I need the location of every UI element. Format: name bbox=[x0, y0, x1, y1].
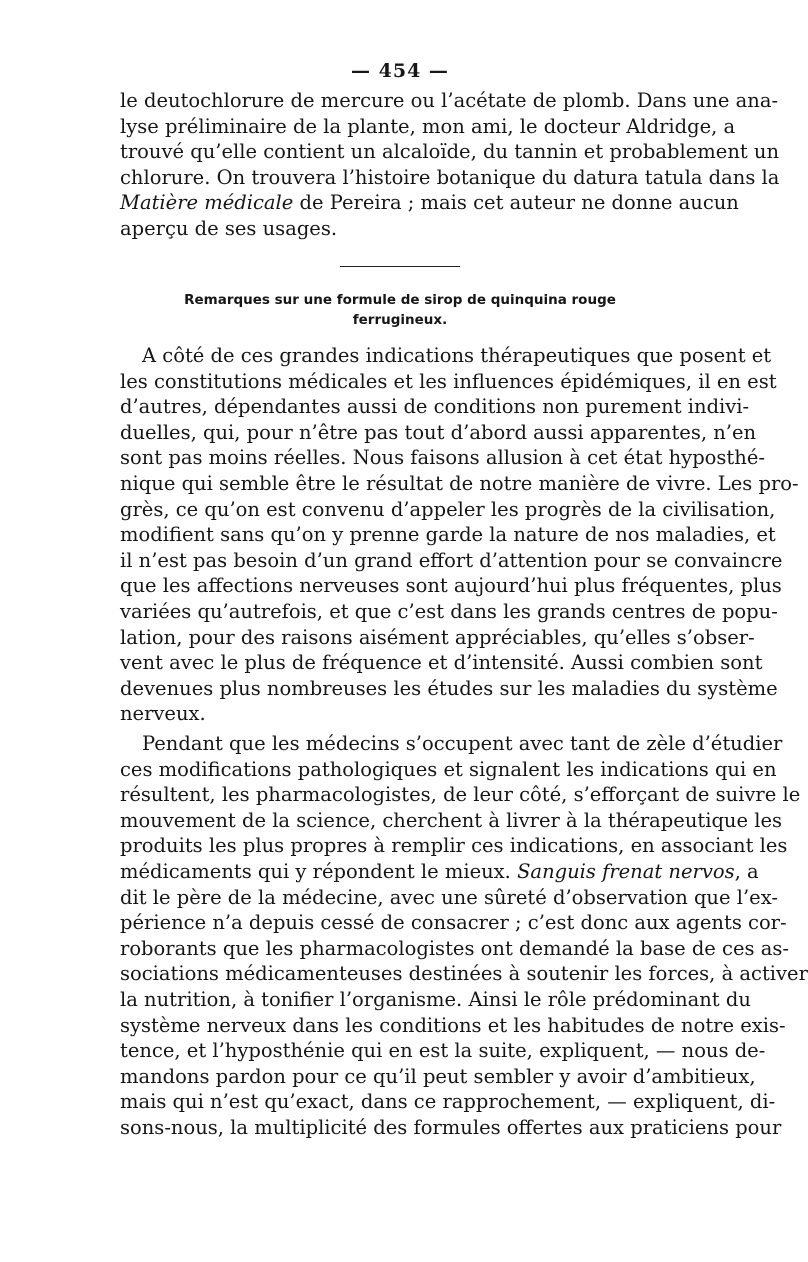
text-line: sons-nous, la multiplicité des formules offertes aux praticiens pour bbox=[120, 1115, 782, 1139]
text-line: produits les plus propres à remplir ces indications, en associant les bbox=[120, 834, 788, 858]
text-line: système nerveux dans les conditions et les habitudes de notre exis- bbox=[120, 1013, 786, 1037]
paragraph-1 bbox=[120, 343, 799, 727]
text-line: mandons pardon pour ce qu’il peut sembler y avoir d’ambitieux, bbox=[120, 1064, 756, 1088]
text-line: d’autres, dépendantes aussi de conditions non purement indivi- bbox=[120, 395, 750, 419]
continuation-paragraph bbox=[120, 88, 780, 242]
text-line: périence n’a depuis cessé de consacrer ; c’est donc aux agents cor- bbox=[120, 911, 787, 935]
text-line: roborants que les pharmacologistes ont demandé la base de ces as- bbox=[120, 936, 789, 960]
italic-text: Matière médicale bbox=[120, 191, 294, 215]
text-line: tence, et l’hyposthénie qui en est la suite, expliquent, — nous de- bbox=[120, 1039, 766, 1063]
text-line: résultent, les pharmacologistes, de leur côté, s’efforçant de suivre le bbox=[120, 783, 801, 807]
section-heading-line-1: Remarques sur une formule de sirop de quinquina rouge bbox=[184, 292, 616, 308]
text-line: Pendant que les médecins s’occupent avec tant de zèle d’étudier bbox=[142, 732, 783, 755]
text-line: vent avec le plus de fréquence et d’intensité. Aussi combien sont bbox=[120, 651, 763, 675]
text-line bbox=[120, 859, 759, 885]
text-line: grès, ce qu’on est convenu d’appeler les progrès de la civilisation, bbox=[120, 497, 776, 521]
line-text: , a bbox=[734, 859, 759, 883]
text-line: la nutrition, à tonifier l’organisme. Ainsi le rôle prédominant du bbox=[120, 987, 751, 1011]
text-line: modifient sans qu’on y prenne garde la nature de nos maladies, et bbox=[120, 523, 776, 547]
text-line: lyse préliminaire de la plante, mon ami, le docteur Aldridge, a bbox=[120, 114, 736, 138]
text-line: mouvement de la science, cherchent à livrer à la thérapeutique les bbox=[120, 808, 783, 832]
italic-text: Sanguis frenat nervos bbox=[517, 859, 735, 883]
text-line: ces modifications pathologiques et signalent les indications qui en bbox=[120, 757, 777, 781]
text-line: nique qui semble être le résultat de notre manière de vivre. Les pro- bbox=[120, 471, 799, 495]
text-line: les constitutions médicales et les influences épidémiques, il en est bbox=[120, 369, 777, 393]
line-text: de Pereira ; mais cet auteur ne donne aucun bbox=[293, 191, 739, 215]
section-heading bbox=[130, 290, 670, 330]
text-line: lation, pour des raisons aisément appréciables, qu’elles s’obser- bbox=[120, 625, 755, 649]
text-line: aperçu de ses usages. bbox=[120, 216, 338, 240]
text-line: sont pas moins réelles. Nous faisons allusion à cet état hyposthé- bbox=[120, 446, 765, 470]
text-line: chlorure. On trouvera l’histoire botanique du datura tatula dans la bbox=[120, 165, 780, 189]
text-line: trouvé qu’elle contient un alcaloïde, du tannin et probablement un bbox=[120, 140, 780, 164]
text-line: il n’est pas besoin d’un grand effort d’attention pour se convaincre bbox=[120, 548, 783, 572]
line-text: médicaments qui y répondent le mieux. bbox=[120, 859, 518, 883]
text-line: dit le père de la médecine, avec une sûreté d’observation que l’ex- bbox=[120, 885, 778, 909]
section-divider bbox=[340, 266, 460, 267]
text-line: mais qui n’est qu’exact, dans ce rapprochement, — expliquent, di- bbox=[120, 1090, 776, 1114]
text-line: devenues plus nombreuses les études sur les maladies du système bbox=[120, 676, 778, 700]
section-heading-line-2: ferrugineux. bbox=[352, 312, 448, 328]
page-number: — 454 — bbox=[351, 60, 449, 82]
text-line bbox=[120, 190, 739, 216]
paragraph-2 bbox=[120, 731, 808, 1141]
text-line: que les affections nerveuses sont aujourd’hui plus fréquentes, plus bbox=[120, 574, 782, 598]
text-line: variées qu’autrefois, et que c’est dans les grands centres de popu- bbox=[120, 599, 778, 623]
text-line: A côté de ces grandes indications thérapeutiques que posent et bbox=[142, 344, 772, 367]
text-line: sociations médicamenteuses destinées à soutenir les forces, à activer bbox=[120, 962, 808, 986]
text-line: duelles, qui, pour n’être pas tout d’abord aussi apparentes, n’en bbox=[120, 420, 757, 444]
text-line: nerveux. bbox=[120, 702, 206, 726]
text-line: le deutochlorure de mercure ou l’acétate de plomb. Dans une ana- bbox=[120, 89, 779, 112]
